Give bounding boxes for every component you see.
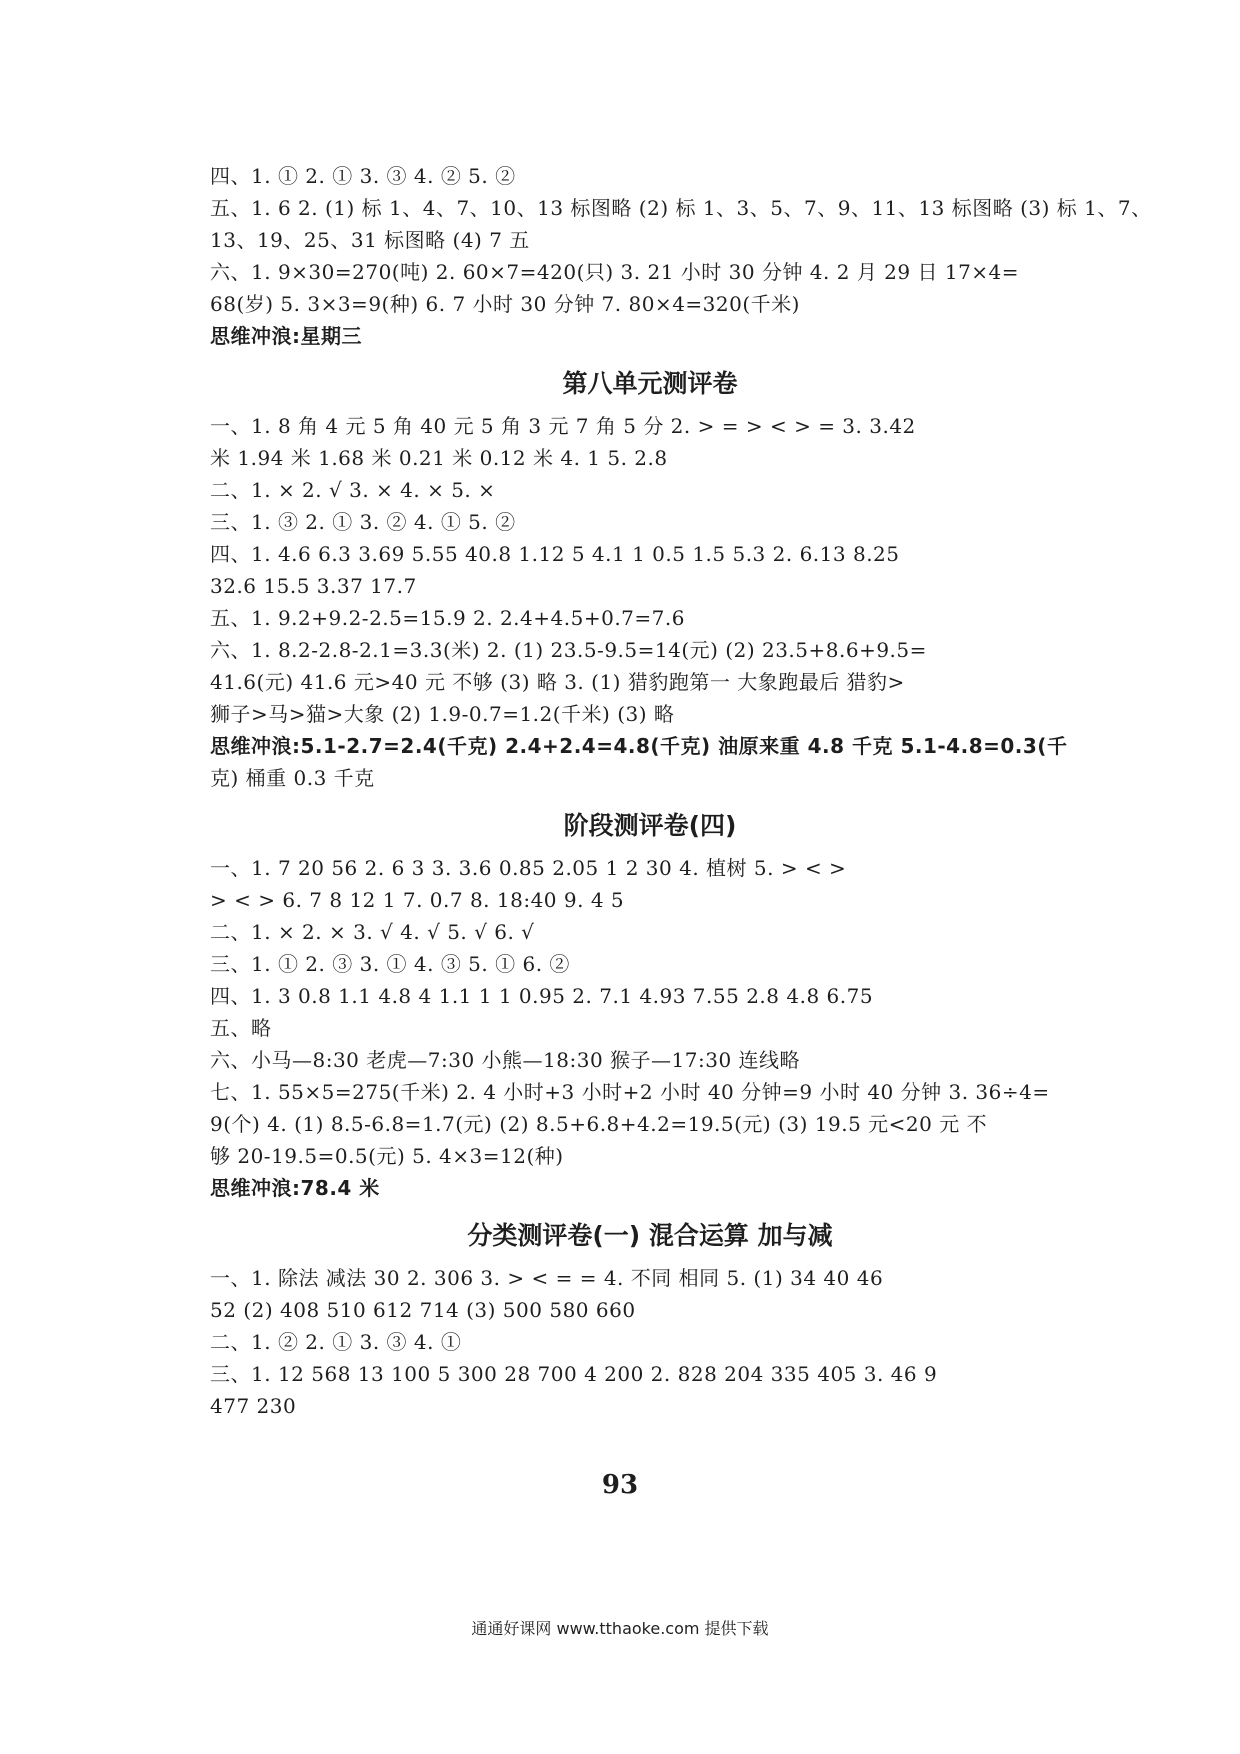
answer-line: 13、19、25、31 标图略 (4) 7 五 — [210, 228, 530, 252]
page-number: 93 — [601, 1470, 639, 1500]
section-previous-answers — [210, 160, 1152, 352]
answer-line: 六、1. 8.2-2.8-2.1=3.3(米) 2. (1) 23.5-9.5=14(元) (2) 23.5+8.6+9.5= — [210, 638, 927, 662]
section-unit8 — [210, 410, 1090, 794]
answer-line: 四、1. 3 0.8 1.1 4.8 4 1.1 1 1 0.95 2. 7.1 4.93 7.55 2.8 4.8 6.75 — [210, 984, 874, 1008]
unit8-title: 第八单元测评卷 — [562, 369, 738, 398]
answer-line: 二、1. × 2. √ 3. × 4. × 5. × — [210, 478, 496, 502]
answer-line: 二、1. × 2. × 3. √ 4. √ 5. √ 6. √ — [210, 920, 535, 944]
answer-line: 一、1. 7 20 56 2. 6 3 3. 3.6 0.85 2.05 1 2 30 4. 植树 5. > < > — [210, 856, 847, 880]
answer-page — [210, 160, 1152, 1422]
stage4-title: 阶段测评卷(四) — [563, 811, 737, 840]
answer-line: 三、1. 12 568 13 100 5 300 28 700 4 200 2. 828 204 335 405 3. 46 9 — [210, 1362, 938, 1386]
answer-line: 四、1. ① 2. ① 3. ③ 4. ② 5. ② — [210, 164, 516, 188]
answer-line: 一、1. 8 角 4 元 5 角 40 元 5 角 3 元 7 角 5 分 2. > = > < > = 3. 3.42 — [210, 414, 916, 438]
answer-line: 32.6 15.5 3.37 17.7 — [210, 574, 417, 598]
section-stage4 — [210, 852, 1090, 1204]
answer-line: 41.6(元) 41.6 元>40 元 不够 (3) 略 3. (1) 猎豹跑第一 大象跑最后 猎豹> — [210, 670, 905, 694]
answer-line: > < > 6. 7 8 12 1 7. 0.7 8. 18:40 9. 4 5 — [210, 888, 625, 912]
answer-line: 米 1.94 米 1.68 米 0.21 米 0.12 米 4. 1 5. 2.8 — [210, 446, 668, 470]
answer-line: 四、1. 4.6 6.3 3.69 5.55 40.8 1.12 5 4.1 1 0.5 1.5 5.3 2. 6.13 8.25 — [210, 542, 900, 566]
answer-line: 够 20-19.5=0.5(元) 5. 4×3=12(种) — [210, 1144, 564, 1168]
answer-line: 五、1. 9.2+9.2-2.5=15.9 2. 2.4+4.5+0.7=7.6 — [210, 606, 685, 630]
answer-line: 52 (2) 408 510 612 714 (3) 500 580 660 — [210, 1298, 636, 1322]
answer-line: 二、1. ② 2. ① 3. ③ 4. ① — [210, 1330, 462, 1354]
answer-line: 477 230 — [210, 1394, 297, 1418]
category1-title: 分类测评卷(一) 混合运算 加与减 — [467, 1221, 833, 1250]
download-footer: 通通好课网 www.tthaoke.com 提供下载 — [471, 1619, 769, 1638]
section-category1 — [210, 1262, 1090, 1422]
answer-line: 六、小马—8:30 老虎—7:30 小熊—18:30 猴子—17:30 连线略 — [210, 1048, 801, 1072]
answer-line: 七、1. 55×5=275(千米) 2. 4 小时+3 小时+2 小时 40 分钟=9 小时 40 分钟 3. 36÷4= — [210, 1080, 1050, 1104]
thinking-answer: 思维冲浪:5.1-2.7=2.4(千克) 2.4+2.4=4.8(千克) 油原来重 4.8 千克 5.1-4.8=0.3(千 — [210, 734, 1068, 758]
answer-line: 五、略 — [210, 1016, 272, 1040]
answer-line: 一、1. 除法 减法 30 2. 306 3. > < = = 4. 不同 相同 5. (1) 34 40 46 — [210, 1266, 884, 1290]
answer-line: 六、1. 9×30=270(吨) 2. 60×7=420(只) 3. 21 小时 30 分钟 4. 2 月 29 日 17×4= — [210, 260, 1020, 284]
thinking-answer: 思维冲浪:78.4 米 — [210, 1176, 380, 1200]
answer-line: 三、1. ③ 2. ① 3. ② 4. ① 5. ② — [210, 510, 516, 534]
answer-line: 狮子>马>猫>大象 (2) 1.9-0.7=1.2(千米) (3) 略 — [210, 702, 675, 726]
thinking-answer: 思维冲浪:星期三 — [210, 324, 362, 348]
answer-line: 三、1. ① 2. ③ 3. ① 4. ③ 5. ① 6. ② — [210, 952, 570, 976]
answer-line: 68(岁) 5. 3×3=9(种) 6. 7 小时 30 分钟 7. 80×4=320(千米) — [210, 292, 800, 316]
thinking-answer-cont: 克) 桶重 0.3 千克 — [210, 766, 375, 790]
answer-line: 五、1. 6 2. (1) 标 1、4、7、10、13 标图略 (2) 标 1、3、5、7、9、11、13 标图略 (3) 标 1、7、 — [210, 196, 1152, 220]
answer-line: 9(个) 4. (1) 8.5-6.8=1.7(元) (2) 8.5+6.8+4.2=19.5(元) (3) 19.5 元<20 元 不 — [210, 1112, 988, 1136]
